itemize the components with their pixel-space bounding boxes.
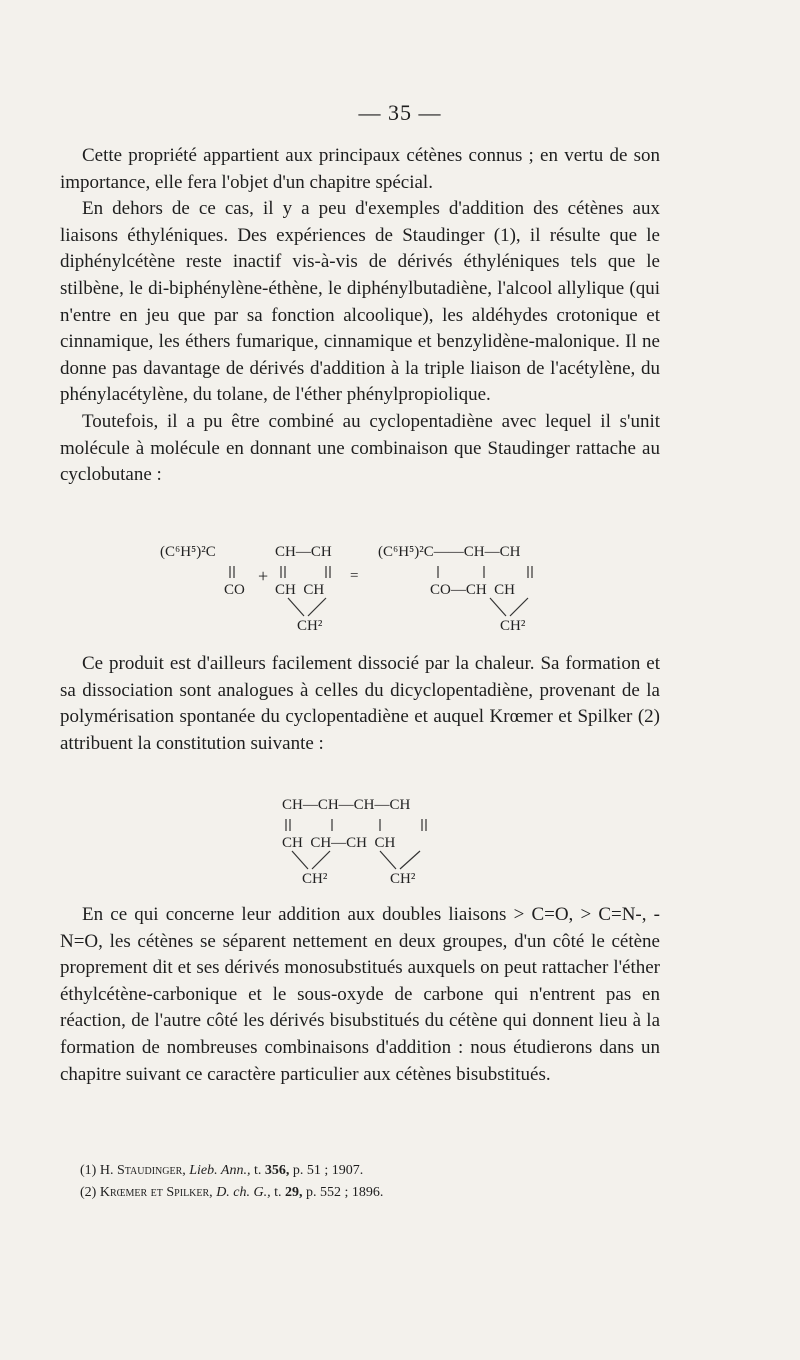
formula-2-bottom-left: CH²	[302, 871, 328, 887]
formula-1-reactant1-top: (C⁶H⁵)²C	[160, 544, 216, 560]
footnote-2-vol-prefix: t.	[274, 1185, 282, 1200]
formula-1-product-mid: CO—CH CH	[430, 582, 516, 598]
formula-dicyclopentadiene	[282, 793, 482, 893]
paragraph-4: Ce produit est d'ailleurs facilement dissocié par la chaleur. Sa formation et sa dissociation sont analogues à celles du dicyclopentadiène, provenant de la polymérisation spontanée du cyclopentadiène et auquel Krœmer et Spilker (2) attribuent la constitution suivante :	[60, 653, 660, 754]
text-block-2	[60, 651, 660, 757]
page-number: — 35 —	[358, 100, 442, 125]
formula-2-top: CH—CH—CH—CH	[282, 797, 411, 813]
formula-1-reactant2-bottom: CH²	[297, 618, 323, 634]
footnote-1-journal: Lieb. Ann.,	[189, 1163, 251, 1178]
text-block-1	[60, 143, 660, 489]
formula-ketene-cyclopentadiene	[160, 540, 580, 640]
footnote-1	[80, 1160, 640, 1182]
formula-2-mid: CH CH—CH CH	[282, 835, 396, 851]
paragraph-2: En dehors de ce cas, il y a peu d'exemples d'addition des cétènes aux liaisons éthyléniques. Des expériences de Staudinger (1), il résulte que le diphénylcétène reste inactif vis-à-vis de dérivés éthyléniques tels que le stilbène, le di-biphénylène-éthène, le diphénylbutadiène, l'alcool allylique (qui n'entre en jeu que par sa fonction alcoolique), les aldéhydes crotonique et cinnamique, les éthers fumarique, cinnamique et benzylidène-malonique. Il ne donne pas davantage de dérivés d'addition à la triple liaison de l'acétylène, du phénylacétylène, du tolane, de l'éther phénylpropiolique.	[60, 198, 660, 406]
formula-1-product-top: (C⁶H⁵)²C——CH—CH	[378, 544, 521, 560]
formula-1-reactant2-top: CH—CH	[275, 544, 332, 560]
paragraph-3: Toutefois, il a pu être combiné au cyclopentadiène avec lequel il s'unit molécule à molécule en donnant une combinaison que Staudinger rattache au cyclobutane :	[60, 410, 660, 486]
footnote-2-number: (2)	[80, 1185, 97, 1200]
footnotes	[80, 1160, 640, 1204]
footnote-2-author: Krœmer et Spilker,	[99, 1185, 213, 1200]
footnote-1-number: (1)	[80, 1163, 97, 1178]
paragraph-5: En ce qui concerne leur addition aux doubles liaisons > C=O, > C=N-, -N=O, les cétènes se séparent nettement en deux groupes, d'un côté le cétène proprement dit et ses dérivés monosubstitués auxquels on peut rattacher l'éther éthylcétène-carbonique et le sous-oxyde de carbone qui n'entrent pas en réaction, de l'autre côté les dérivés bisubstitués du cétène qui donnent lieu à la formation de nombreuses combinaisons d'addition : nous étudierons dans un chapitre suivant ce caractère particulier aux cétènes bisubstitués.	[60, 904, 660, 1085]
formula-1-product-bottom: CH²	[500, 618, 526, 634]
formula-1-reactant2-mid: CH CH	[275, 582, 325, 598]
footnote-1-vol-prefix: t.	[253, 1163, 262, 1178]
formula-1-reactant1-bottom: CO	[224, 582, 245, 598]
footnote-2-pages: p. 552 ; 1896.	[306, 1185, 384, 1200]
footnote-1-pages: p. 51 ; 1907.	[292, 1163, 364, 1178]
paragraph-1: Cette propriété appartient aux principaux cétènes connus ; en vertu de son importance, elle fera l'objet d'un chapitre spécial.	[60, 145, 660, 193]
footnote-1-author: H. Staudinger,	[99, 1163, 186, 1178]
text-block-3	[60, 902, 660, 1088]
formula-1-plus: +	[258, 566, 269, 586]
footnote-2-volume: 29,	[285, 1185, 303, 1200]
footnote-2	[80, 1182, 640, 1204]
footnote-1-volume: 356,	[264, 1163, 290, 1178]
footnote-2-journal: D. ch. G.,	[216, 1185, 271, 1200]
formula-1-equals: =	[350, 568, 359, 584]
formula-2-bottom-right: CH²	[390, 871, 416, 887]
